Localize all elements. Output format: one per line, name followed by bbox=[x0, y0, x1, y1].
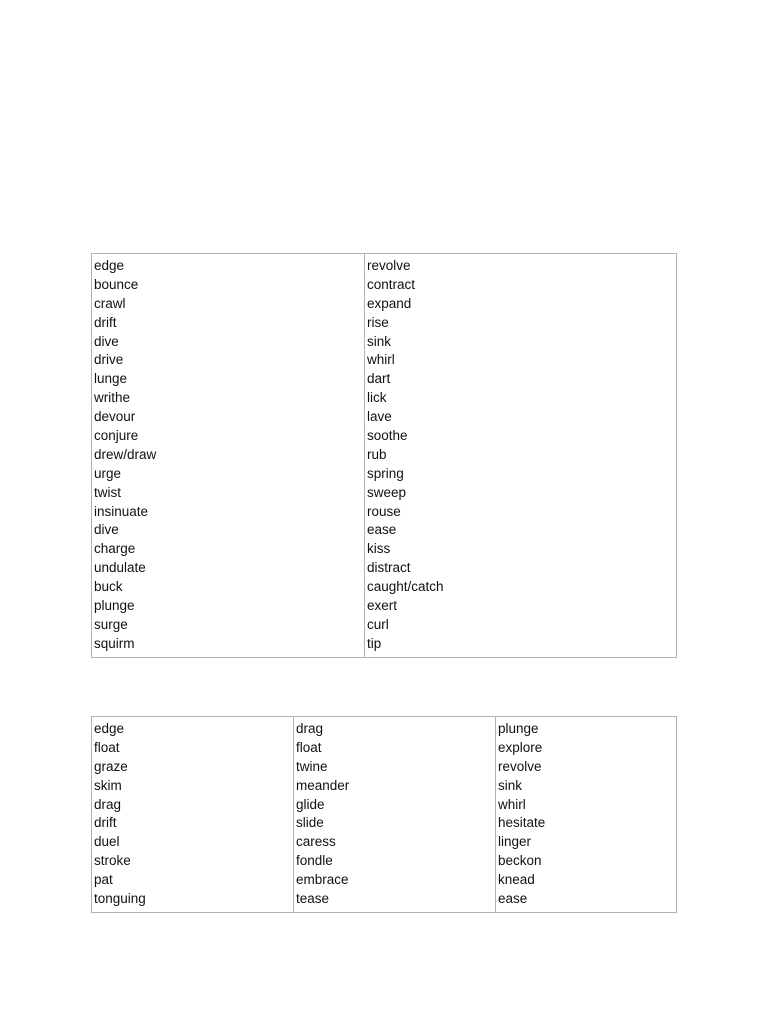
table-cell: lunge bbox=[94, 371, 128, 387]
table-cell: fondle bbox=[296, 853, 333, 869]
table-cell: rub bbox=[367, 446, 387, 462]
table-cell: knead bbox=[498, 872, 535, 888]
table-cell: devour bbox=[94, 409, 136, 425]
table-cell: squirm bbox=[94, 635, 135, 651]
table-cell: ease bbox=[498, 891, 528, 907]
table-cell: plunge bbox=[94, 598, 135, 614]
table-cell: explore bbox=[498, 739, 543, 755]
table-cell: kiss bbox=[367, 541, 391, 557]
table-cell: distract bbox=[367, 560, 411, 576]
table-cell: whirl bbox=[367, 352, 395, 368]
table-cell: pat bbox=[94, 872, 113, 888]
table-cell: writhe bbox=[94, 390, 131, 406]
table-cell: sink bbox=[498, 777, 523, 793]
table-cell: rise bbox=[367, 314, 389, 330]
table-cell: undulate bbox=[94, 560, 146, 576]
table-2-column-b bbox=[293, 717, 495, 912]
table-cell: curl bbox=[367, 616, 389, 632]
word-table-1 bbox=[91, 253, 677, 658]
table-cell: exert bbox=[367, 598, 398, 614]
table-cell: charge bbox=[94, 541, 136, 557]
table-cell: graze bbox=[94, 758, 128, 774]
table-cell: drew/draw bbox=[94, 446, 157, 462]
table-cell: hesitate bbox=[498, 815, 546, 831]
table-cell: expand bbox=[367, 295, 412, 311]
table-cell: float bbox=[94, 739, 120, 755]
table-cell: duel bbox=[94, 834, 120, 850]
table-cell: tip bbox=[367, 635, 382, 651]
table-cell: bounce bbox=[94, 276, 139, 292]
table-cell: urge bbox=[94, 465, 122, 481]
table-cell: glide bbox=[296, 796, 325, 812]
table-cell: crawl bbox=[94, 295, 126, 311]
table-cell: surge bbox=[94, 616, 128, 632]
table-cell: lick bbox=[367, 390, 387, 406]
table-cell: twine bbox=[296, 758, 328, 774]
table-cell: lave bbox=[367, 409, 392, 425]
table-cell: sweep bbox=[367, 484, 407, 500]
table-cell: stroke bbox=[94, 853, 131, 869]
table-cell: meander bbox=[296, 777, 350, 793]
table-cell: slide bbox=[296, 815, 324, 831]
table-cell: plunge bbox=[498, 721, 539, 736]
table-1-column-b bbox=[364, 254, 676, 657]
table-cell: spring bbox=[367, 465, 404, 481]
table-cell: contract bbox=[367, 276, 416, 292]
table-cell: edge bbox=[94, 721, 125, 736]
table-2-column-a bbox=[92, 717, 293, 912]
table-cell: embrace bbox=[296, 872, 349, 888]
table-cell: edge bbox=[94, 258, 125, 273]
table-cell: sink bbox=[367, 333, 392, 349]
table-cell: drive bbox=[94, 352, 124, 368]
table-cell: twist bbox=[94, 484, 121, 500]
word-table-2 bbox=[91, 716, 677, 913]
table-cell: caught/catch bbox=[367, 579, 444, 595]
table-cell: drag bbox=[296, 721, 324, 736]
table-1-column-a bbox=[92, 254, 364, 657]
table-cell: dive bbox=[94, 522, 119, 538]
table-cell: dart bbox=[367, 371, 391, 387]
table-cell: beckon bbox=[498, 853, 542, 869]
table-cell: dive bbox=[94, 333, 119, 349]
table-cell: drift bbox=[94, 815, 117, 831]
table-cell: tonguing bbox=[94, 891, 146, 907]
table-cell: whirl bbox=[498, 796, 526, 812]
table-cell: buck bbox=[94, 579, 123, 595]
table-cell: revolve bbox=[367, 258, 411, 273]
table-cell: caress bbox=[296, 834, 336, 850]
table-cell: drift bbox=[94, 314, 117, 330]
table-cell: skim bbox=[94, 777, 122, 793]
table-cell: insinuate bbox=[94, 503, 149, 519]
table-cell: soothe bbox=[367, 428, 408, 444]
table-cell: linger bbox=[498, 834, 532, 850]
table-cell: rouse bbox=[367, 503, 401, 519]
table-cell: tease bbox=[296, 891, 330, 907]
table-cell: drag bbox=[94, 796, 122, 812]
table-2-column-c bbox=[495, 717, 676, 912]
table-cell: conjure bbox=[94, 428, 139, 444]
table-cell: revolve bbox=[498, 758, 542, 774]
table-cell: float bbox=[296, 739, 322, 755]
table-cell: ease bbox=[367, 522, 397, 538]
